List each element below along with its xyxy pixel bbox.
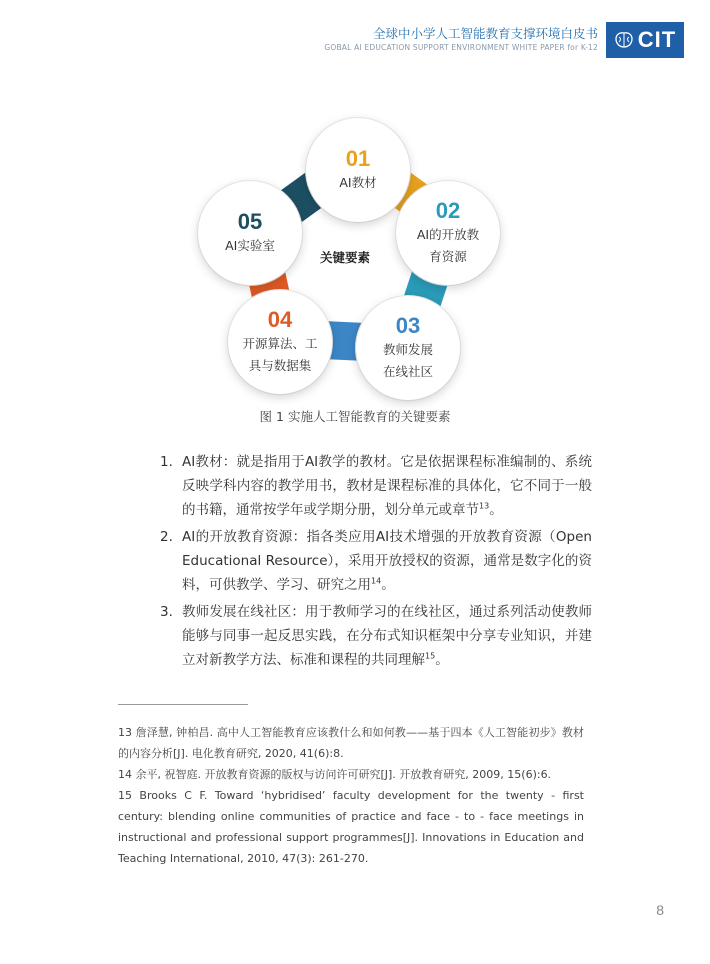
list-item-text: AI教材：就是指用于AI教学的教材。它是依据课程标准编制的、系统反映学科内容的教学用书，教材是课程标准的具体化，它不同于一般的书籍，通常按学年或学期分册，划分单元或章节 (182, 454, 592, 518)
list-item-text: 教师发展在线社区：用于教师学习的在线社区，通过系列活动使教师能够与同事一起反思实践，在分布式知识框架中分享专业知识，并建立对新教学方法、标准和课程的共同理解 (182, 604, 592, 668)
node-label: 育资源 (429, 249, 467, 264)
logo-text: CIT (637, 27, 677, 52)
footnote: 14 余平, 祝智庭. 开放教育资源的版权与访问许可研究[J]. 开放教育研究, 2009, 15(6):6. (118, 768, 552, 781)
list-marker: 2. (160, 529, 173, 545)
node-03 (356, 296, 460, 400)
node-label: 在线社区 (382, 364, 433, 379)
key-elements-diagram (0, 0, 710, 420)
list-marker: 1. (160, 454, 173, 470)
node-01 (306, 118, 410, 222)
list-item (160, 600, 592, 672)
header-title: 全球中小学人工智能教育支撑环境白皮书 (372, 26, 598, 41)
footnote-ref[interactable]: 15 (425, 651, 436, 661)
node-label: 开源算法、工 (242, 336, 318, 351)
node-label: 具与数据集 (248, 358, 312, 373)
list-item-end: 。 (435, 652, 449, 668)
node-number: 03 (395, 313, 421, 338)
list-item (160, 450, 592, 522)
list-item-end: 。 (381, 577, 395, 593)
element-list (160, 450, 592, 675)
node-label: AI实验室 (225, 238, 275, 253)
node-number: 01 (345, 146, 371, 171)
diagram-center-label: 关键要素 (319, 250, 370, 265)
node-04 (228, 290, 332, 394)
node-number: 05 (237, 209, 263, 234)
footnote-ref[interactable]: 14 (371, 576, 382, 586)
list-item (160, 525, 592, 597)
node-label: AI的开放教 (416, 227, 480, 242)
figure-caption: 图 1 实施人工智能教育的关键要素 (259, 409, 451, 424)
node-label: AI教材 (339, 175, 377, 190)
footnote-divider (118, 704, 248, 705)
footnote: 15 Brooks C F. Toward ‘hybridised’ faculty development for the twenty - first century: blending online communities of practice and face - to - face meetings in instructional and professional support programmes[J]. Innovations in Education and Teaching International, 2010, 47(3): 261-270. (118, 789, 584, 865)
node-05 (198, 181, 302, 285)
footnote-ref[interactable]: 13 (479, 501, 490, 511)
footnotes (118, 722, 584, 869)
page-number: 8 (656, 902, 664, 918)
list-marker: 3. (160, 604, 173, 620)
list-item-end: 。 (489, 502, 503, 518)
node-02 (396, 181, 500, 285)
node-number: 02 (435, 198, 461, 223)
list-item-text: AI的开放教育资源：指各类应用AI技术增强的开放教育资源（Open Educational Resource），采用开放授权的资源，通常是数字化的资料，可供教学、学习、研究之用 (182, 529, 592, 593)
footnote: 13 詹泽慧, 钟柏昌. 高中人工智能教育应该教什么和如何教——基于四本《人工智能初步》教材的内容分析[J]. 电化教育研究, 2020, 41(6):8. (118, 726, 584, 760)
header-subtitle: GOBAL AI EDUCATION SUPPORT ENVIRONMENT WHITE PAPER for K-12 (324, 43, 598, 52)
node-number: 04 (267, 307, 293, 332)
node-label: 教师发展 (382, 342, 433, 357)
